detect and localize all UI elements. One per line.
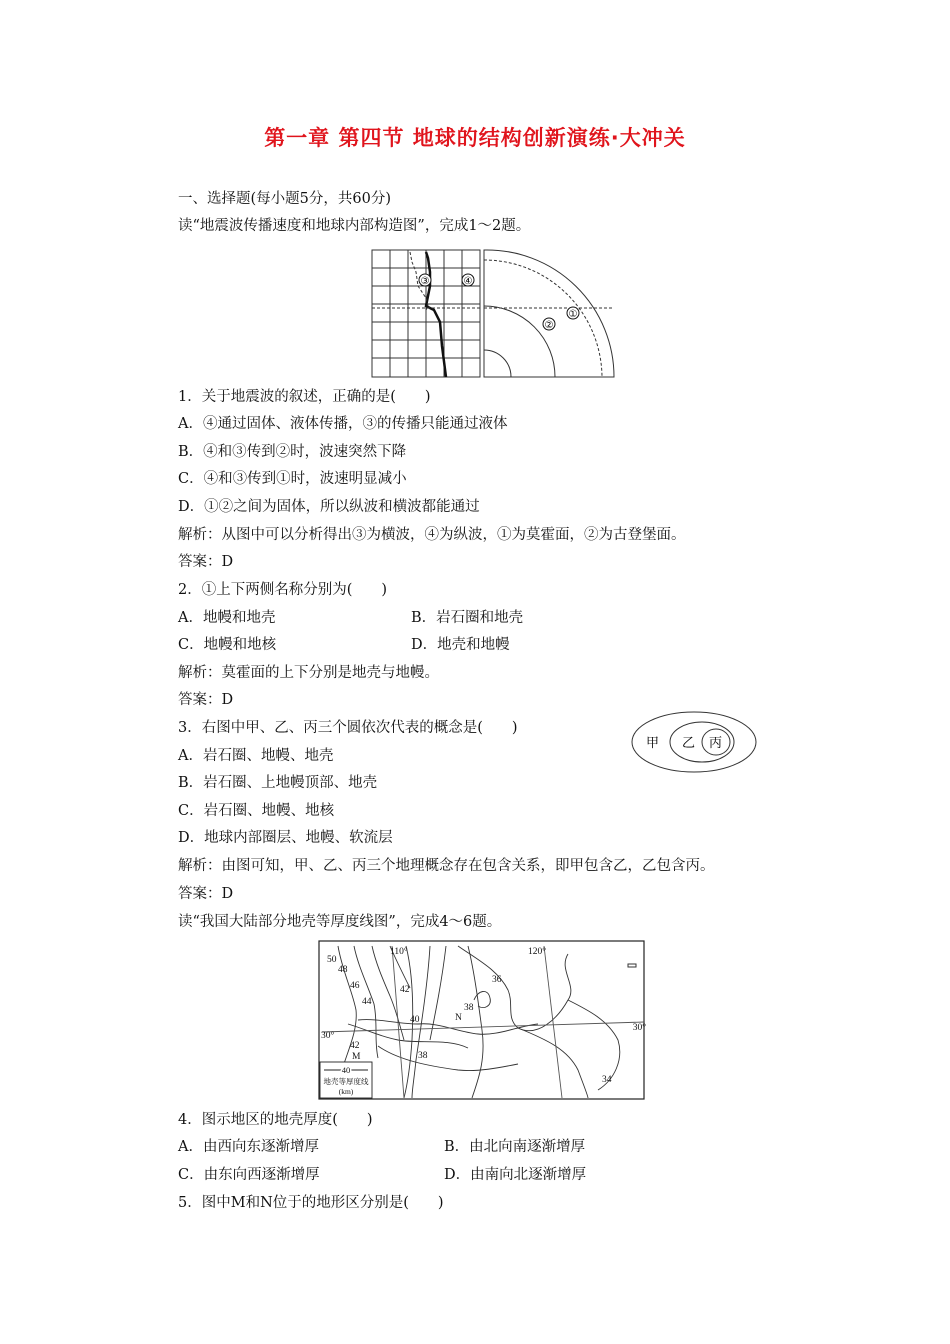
q1-analysis: 解析：从图中可以分析得出③为横波，④为纵波，①为莫霍面，②为古登堡面。	[178, 527, 686, 543]
q4-option-a: A．由西向东逐渐增厚	[178, 1139, 319, 1155]
circle-label-bing: 丙	[709, 735, 723, 750]
label-layer-2: ②	[544, 320, 554, 331]
intro-text-2: 读“我国大陆部分地壳等厚度线图”，完成4～6题。	[178, 914, 502, 930]
circle-label-yi: 乙	[682, 735, 696, 750]
q4-option-d: D．由南向北逐渐增厚	[444, 1167, 587, 1183]
label-layer-1: ①	[568, 309, 578, 320]
point-label-n: N	[455, 1013, 462, 1023]
longitude-label-110: 110°	[390, 947, 408, 957]
page-title: 第一章 第四节 地球的结构创新演练·大冲关	[264, 126, 686, 150]
q2-analysis: 解析：莫霍面的上下分别是地壳与地幔。	[178, 665, 439, 681]
q1-answer: 答案：D	[178, 554, 234, 570]
seismic-wave-figure	[368, 246, 622, 380]
q3-option-a: A．岩石圈、地幔、地壳	[178, 748, 334, 764]
contour-label-50: 50	[327, 955, 337, 965]
q1-stem: 1．关于地震波的叙述，正确的是( )	[178, 389, 431, 405]
q2-answer: 答案：D	[178, 692, 234, 708]
label-wave-4: ④	[463, 276, 473, 287]
q1-option-b: B．④和③传到②时，波速突然下降	[178, 444, 407, 460]
legend-label: 地壳等厚度线	[323, 1077, 369, 1086]
q4-stem: 4．图示地区的地壳厚度( )	[178, 1112, 373, 1128]
q2-option-a: A．地幔和地壳	[178, 610, 276, 626]
contour-label-48: 48	[338, 965, 348, 975]
q3-stem: 3．右图中甲、乙、丙三个圆依次代表的概念是( )	[178, 720, 518, 736]
latitude-label-east: 30°	[632, 1023, 646, 1033]
contour-label-42-south: 42	[350, 1041, 360, 1051]
contour-label-38-south: 38	[418, 1051, 428, 1061]
q1-option-a: A．④通过固体、液体传播，③的传播只能通过液体	[178, 416, 508, 432]
q4-option-b: B．由北向南逐渐增厚	[444, 1139, 586, 1155]
contour-label-40: 40	[410, 1015, 420, 1025]
contour-label-44: 44	[362, 997, 372, 1007]
contour-label-46: 46	[350, 981, 360, 991]
q4-option-c: C．由东向西逐渐增厚	[178, 1167, 320, 1183]
q3-option-d: D．地球内部圈层、地幔、软流层	[178, 830, 393, 846]
circle-label-jia: 甲	[646, 735, 660, 750]
section-heading: 一、选择题(每小题5分，共60分)	[178, 191, 391, 207]
q1-option-c: C．④和③传到①时，波速明显减小	[178, 471, 407, 487]
contour-label-36: 36	[492, 975, 502, 985]
crust-thickness-map	[318, 940, 646, 1102]
q2-option-d: D．地壳和地幔	[411, 637, 510, 653]
q1-option-d: D．①②之间为固体，所以纵波和横波都能通过	[178, 499, 480, 515]
q3-analysis: 解析：由图可知，甲、乙、丙三个地理概念存在包含关系，即甲包含乙，乙包含丙。	[178, 858, 715, 874]
point-label-m: M	[352, 1052, 361, 1062]
legend-unit: (km)	[338, 1087, 354, 1096]
legend-value: 40	[341, 1065, 351, 1075]
longitude-label-120: 120°	[528, 947, 547, 957]
q3-option-b: B．岩石圈、上地幔顶部、地壳	[178, 775, 378, 791]
q2-option-b: B．岩石圈和地壳	[411, 610, 524, 626]
intro-text-1: 读“地震波传播速度和地球内部构造图”，完成1～2题。	[178, 218, 531, 234]
map-legend	[320, 1062, 372, 1098]
latitude-label-west: 30°	[321, 1031, 335, 1041]
label-wave-3: ③	[420, 276, 430, 287]
q3-option-c: C．岩石圈、地幔、地核	[178, 803, 335, 819]
q2-stem: 2．①上下两侧名称分别为( )	[178, 582, 388, 598]
contour-label-42: 42	[400, 985, 410, 995]
q3-answer: 答案：D	[178, 886, 234, 902]
nested-circles-figure	[630, 710, 758, 774]
contour-label-34: 34	[602, 1075, 612, 1085]
q2-option-c: C．地幔和地核	[178, 637, 277, 653]
q5-stem: 5．图中M和N位于的地形区分别是( )	[178, 1195, 444, 1211]
contour-label-38-north: 38	[464, 1003, 474, 1013]
